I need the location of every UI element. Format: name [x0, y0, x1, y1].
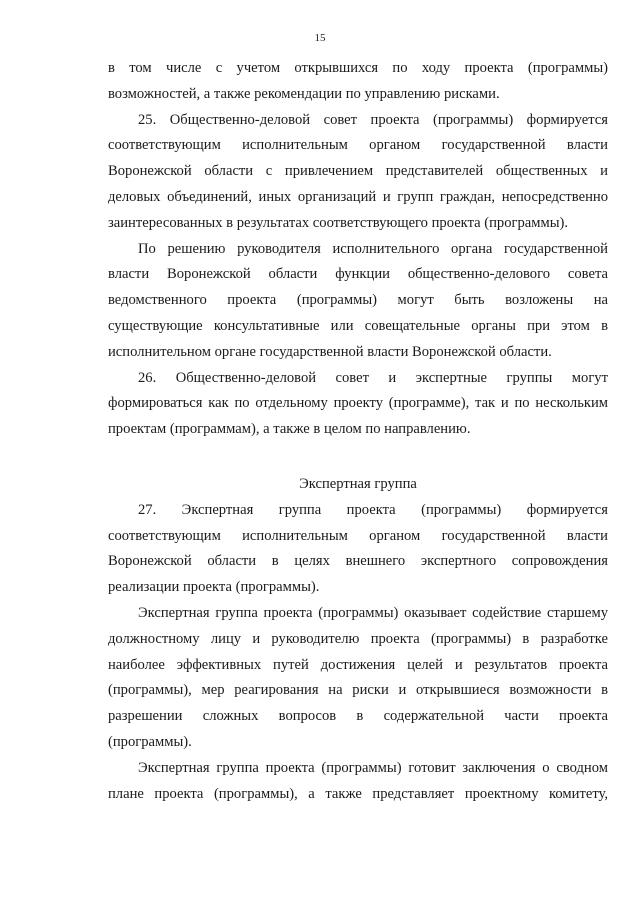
text-line: Воронежской области в целях внешнего экспертного сопровождения — [108, 553, 608, 570]
text-line: в том числе с учетом открывшихся по ходу проекта (программы) — [108, 60, 608, 76]
text-line: власти Воронежской области функции общественно-делового совета — [108, 266, 608, 283]
text-line: существующие консультативные или совещательные органы при этом в — [108, 317, 608, 334]
paragraph-decision — [108, 237, 608, 366]
text-line: По решению руководителя исполнительного органа государственной — [138, 240, 608, 257]
text-line: 25. Общественно-деловой совет проекта (программы) формируется — [138, 111, 608, 128]
paragraph-item-25 — [108, 108, 608, 237]
paragraph-expert-assistance — [108, 601, 608, 756]
text-line: 26. Общественно-деловой совет и экспертные группы могут — [138, 369, 608, 386]
text-line: возможностей, а также рекомендации по управлению рисками. — [108, 85, 500, 102]
paragraph-expert-conclusions — [108, 756, 608, 808]
text-line: 27. Экспертная группа проекта (программы) формируется — [138, 501, 608, 518]
text-line: реализации проекта (программы). — [108, 579, 320, 596]
page-number: 15 — [314, 32, 326, 44]
text-line: Экспертная группа проекта (программы) оказывает содействие старшему — [138, 604, 608, 621]
text-line: исполнительном органе государственной власти Воронежской области. — [108, 343, 552, 360]
document-body — [108, 56, 608, 807]
text-line: Воронежской области с привлечением представителей общественных и — [108, 163, 608, 180]
text-line: ведомственного проекта (программы) могут быть возложены на — [108, 292, 608, 309]
text-line: (программы). — [108, 733, 192, 750]
paragraph-continuation — [108, 56, 608, 108]
section-spacer — [108, 443, 608, 472]
text-line: Экспертная группа проекта (программы) готовит заключения о сводном — [138, 759, 608, 776]
text-line: соответствующим исполнительным органом государственной власти — [108, 137, 608, 154]
text-line: плане проекта (программы), а также представляет проектному комитету, — [108, 785, 608, 802]
section-heading: Экспертная группа — [299, 475, 417, 492]
text-line: деловых объединений, иных организаций и групп граждан, непосредственно — [108, 188, 608, 205]
paragraph-item-26 — [108, 366, 608, 443]
text-line: разрешении сложных вопросов в содержательной части проекта — [108, 708, 608, 725]
text-line: формироваться как по отдельному проекту (программе), так и по нескольким — [108, 395, 608, 412]
text-line: наиболее эффективных путей достижения целей и результатов проекта — [108, 656, 608, 673]
text-line: (программы), мер реагирования на риски и открывшиеся возможности в — [108, 682, 608, 699]
text-line: соответствующим исполнительным органом государственной власти — [108, 527, 608, 544]
paragraph-item-27 — [108, 498, 608, 601]
text-line: заинтересованных в результатах соответствующего проекта (программы). — [108, 214, 569, 231]
text-line: проектам (программам), а также в целом по направлению. — [108, 421, 471, 438]
text-line: должностному лицу и руководителю проекта (программы) в разработке — [108, 630, 608, 647]
